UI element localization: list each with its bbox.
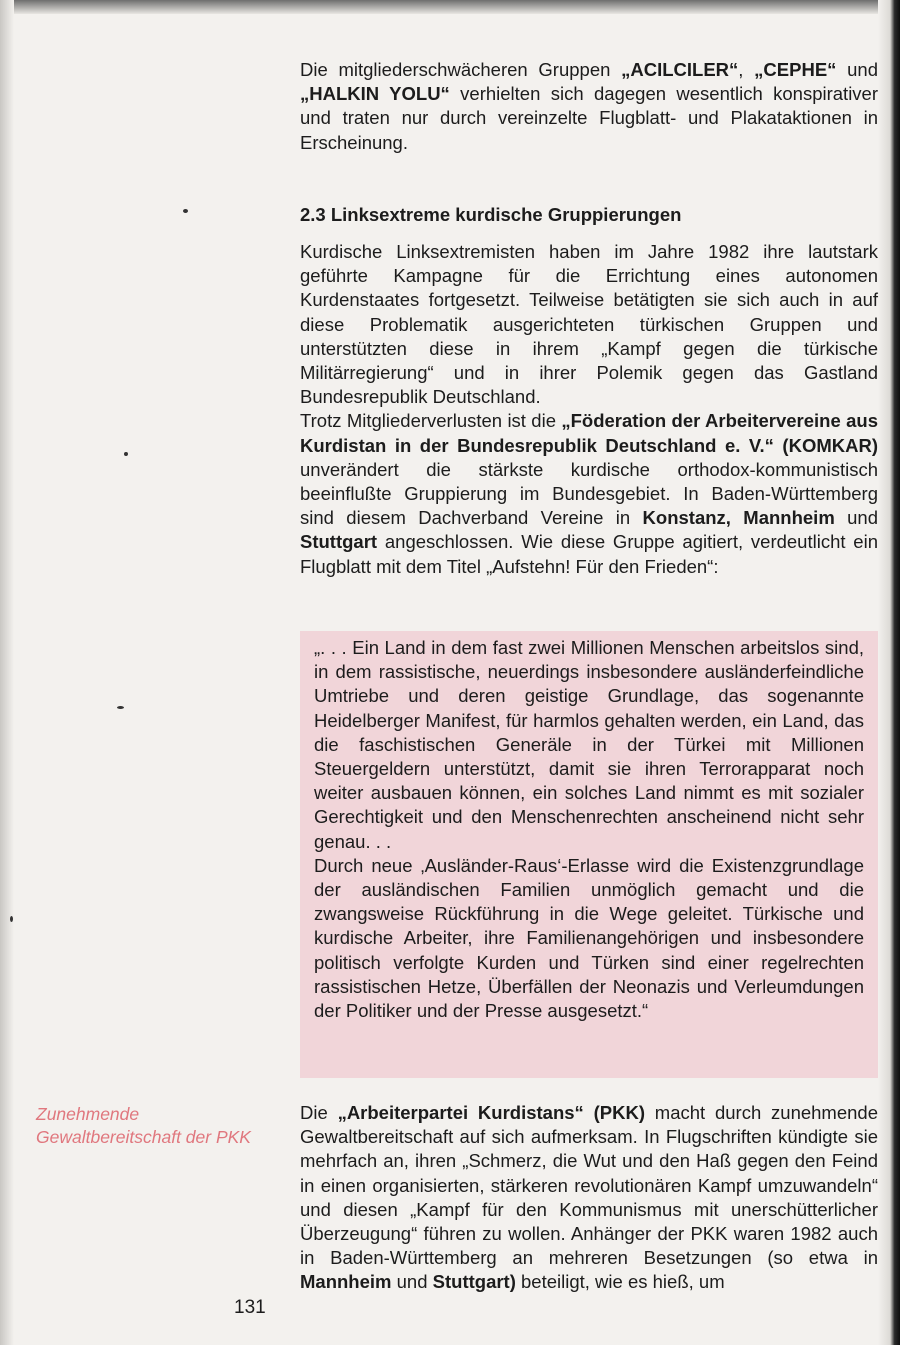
komkar-paragraph: Trotz Mitgliederverlusten ist die „Föderation der Arbeitervereine aus Kurdistan in der Bundesrepublik Deutschland e. V.“ (KOMKAR) unverändert die stärkste kurdische orthodox-kommunistisch beeinflußte Gruppierung im Bundesgebiet. In Baden-Württemberg sind diesem Dachverband Vereine in Konstanz, Mannheim und Stuttgart angeschlossen. Wie diese Gruppe agitiert, verdeutlicht ein Flugblatt mit dem Titel „Aufstehn! Für den Frieden“:: [300, 410, 879, 577]
flugblatt-quote: [314, 636, 864, 1023]
scan-speck: [117, 706, 124, 709]
scan-speck: [124, 452, 128, 456]
kurds-paragraph: Kurdische Linksextremisten haben im Jahre 1982 ihre lautstark geführte Kampagne für die Errichtung eines autonomen Kurdenstaates fortgesetzt. Teilweise betätigten sie sich auch in auf diese Problematik ausgerichteten türkischen Gruppen und unterstützten diese in ihrem „Kampf gegen die türkische Militärregierung“ und in ihrer Polemik gegen das Gastland Bundesrepublik Deutschland. Trotz Mitgliederverlusten ist die „Föderation der Arbeitervereine aus Kurdistan in der Bundesrepublik Deutschland e. V.“ (KOMKAR) unverändert die stärkste kurdische orthodox-kommunistisch beeinflußte Gruppierung im Bundesgebiet. In Baden-Württemberg sind diesem Dachverband Vereine in Konstanz, Mannheim und Stuttgart angeschlossen. Wie diese Gruppe agitiert, verdeutlicht ein Flugblatt mit dem Titel „Aufstehn! Für den Frieden“:: [300, 240, 878, 579]
pkk-paragraph: Die „Arbeiterpartei Kurdistans“ (PKK) macht durch zunehmende Gewaltbereitschaft auf sich aufmerksam. In Flugschriften kündigte sie mehrfach an, ihren „Schmerz, die Wut und den Haß gegen den Feind in einen organisierten, stärkeren revolutionären Kampf umzuwandeln“ und diesen „Kampf für den Kommunismus mit unerschütterlicher Überzeugung“ führen zu wollen. Anhänger der PKK waren 1982 auch in Baden-Württemberg an mehreren Besetzungen (so etwa in Mannheim und Stuttgart) beteiligt, wie es hieß, um: [300, 1102, 878, 1293]
page-right-edge: [878, 0, 900, 1345]
page-number: 131: [234, 1297, 266, 1318]
page-gutter-shadow: [0, 0, 14, 1345]
section-heading: 2.3 Linksextreme kurdische Gruppierungen: [300, 204, 682, 225]
quote-paragraph-2: Durch neue ‚Ausländer-Raus‘-Erlasse wird die Existenzgrundlage der ausländischen Familien unmöglich gemacht und die zwangsweise Rückführung in die Wege geleitet. Türkische und kurdische Arbeiter, ihre Familienangehörigen und insbesondere politisch verfolgte Kurden und Türken sind einer regelrechten rassistischen Hetze, Überfällen der Neonazis und Verleumdungen der Politiker und der Presse ausgesetzt.“: [314, 854, 864, 1022]
scan-speck: [183, 209, 188, 213]
scan-speck: [10, 916, 13, 922]
scan-top-edge: [0, 0, 900, 14]
quote-paragraph-1: „. . . Ein Land in dem fast zwei Millionen Menschen arbeitslos sind, in dem rassistische, neuerdings insbesondere ausländerfeindliche Umtriebe und deren geistige Grundlage, das sogenannte Heidelberger Manifest, für harmlos gehalten werden, ein Land, das die faschistischen Generäle in der Türkei mit Millionen Steuergeldern unterstützt, damit sie ihren Terrorapparat noch weiter ausbauen können, ein solches Land nimmt es mit sozialer Gerechtigkeit und den Menschenrechten anscheinend nicht sehr genau. . .: [314, 637, 864, 852]
margin-note: Zunehmende Gewaltbereitschaft der PKK: [36, 1104, 251, 1147]
intro-paragraph: Die mitgliederschwächeren Gruppen „ACILCILER“, „CEPHE“ und „HALKIN YOLU“ verhielten sich dagegen wesentlich konspirativer und traten nur durch vereinzelte Flugblatt- und Plakataktionen in Erscheinung.: [300, 59, 879, 153]
